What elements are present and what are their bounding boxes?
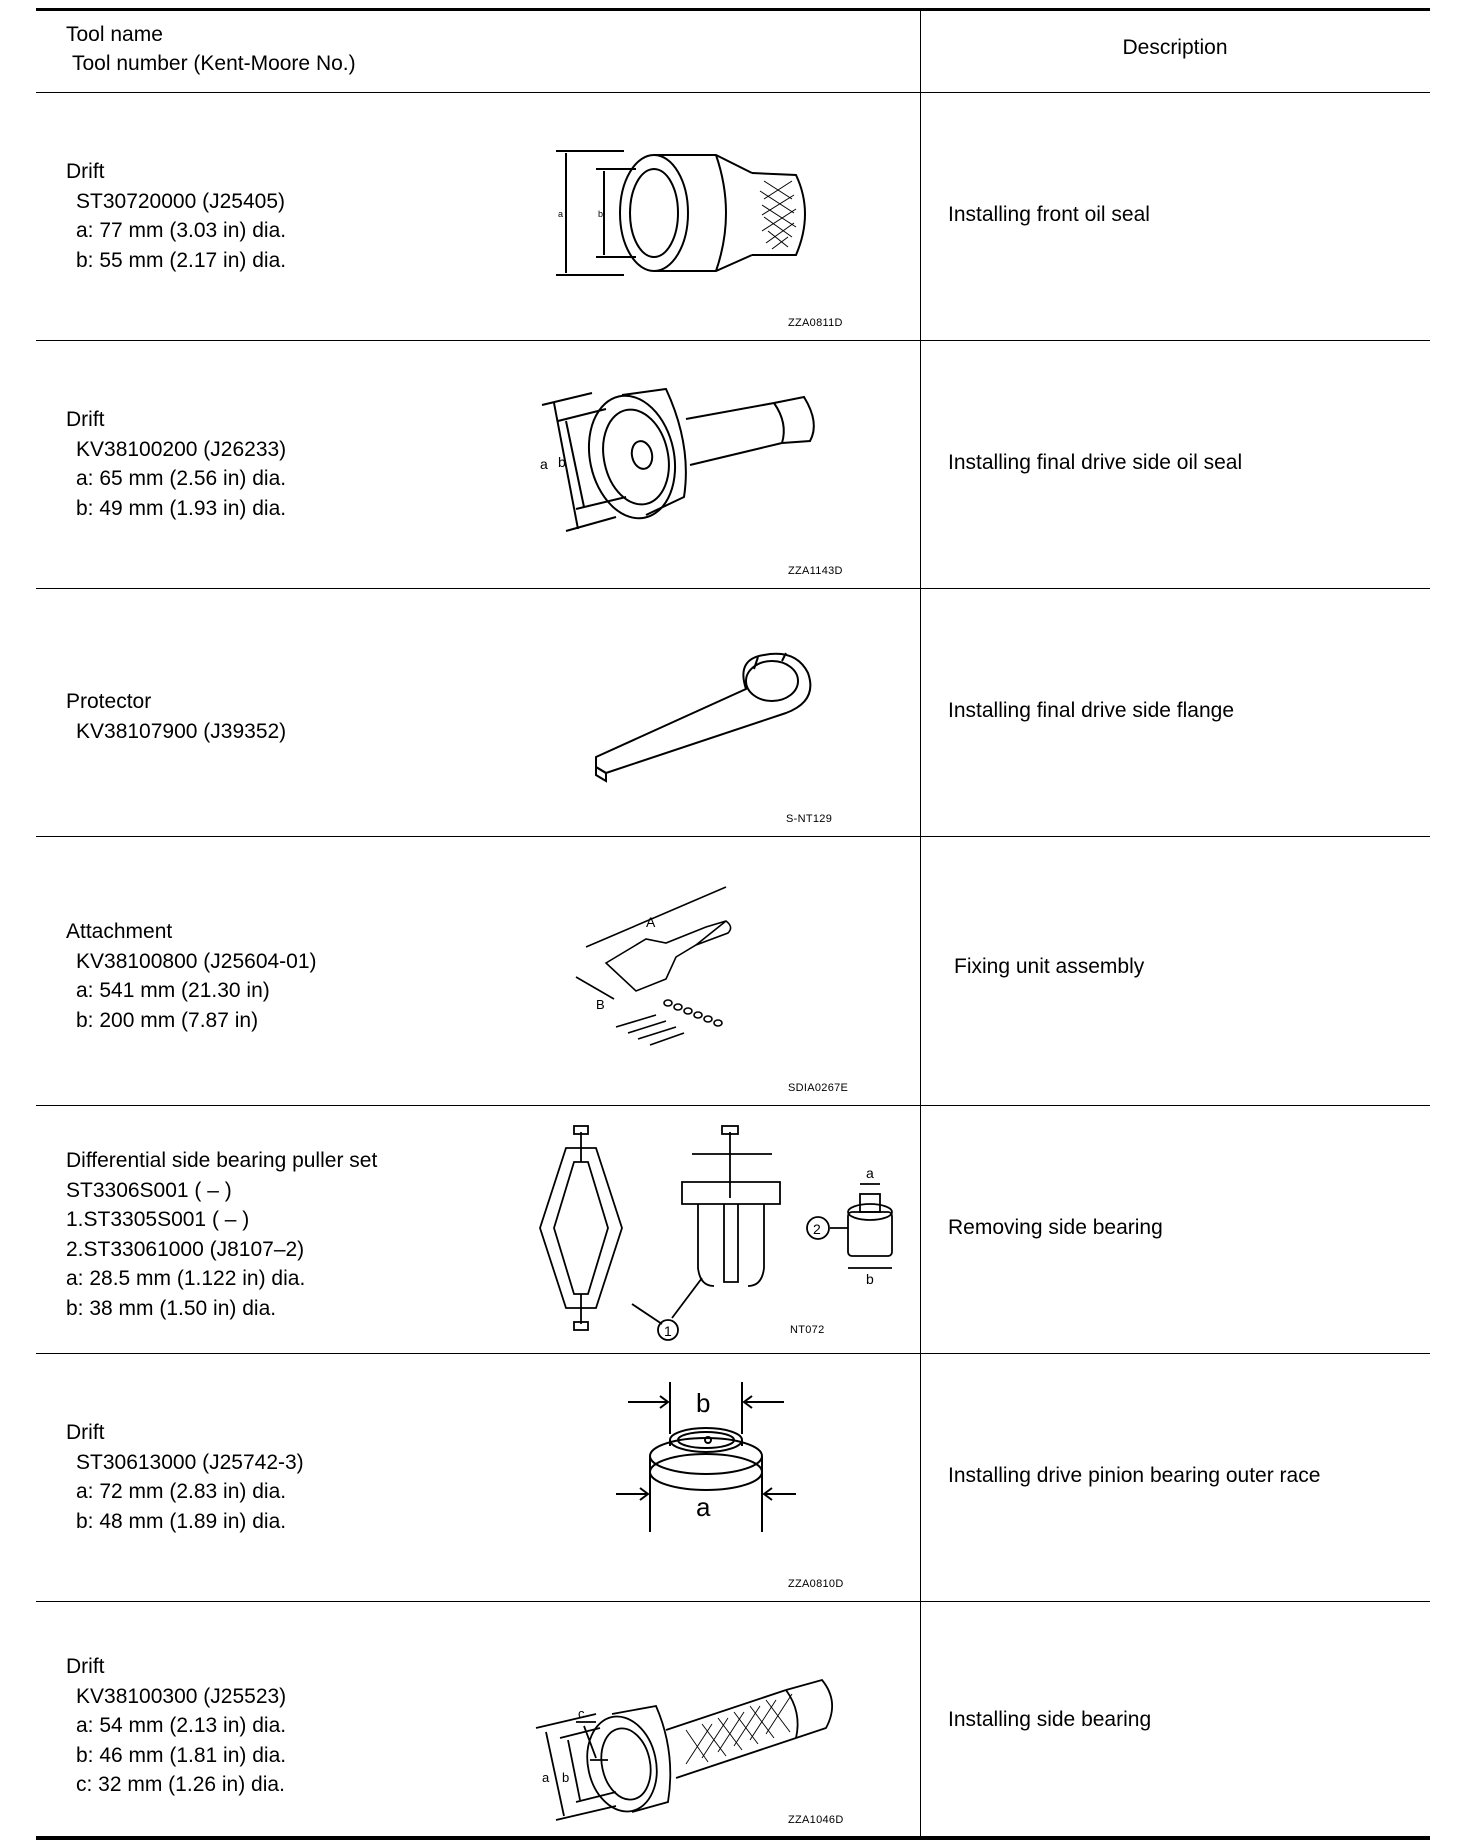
protector-wrench-icon: [586, 649, 866, 799]
tool-name: Differential side bearing puller set: [66, 1149, 378, 1172]
tool-description: Installing front oil seal: [948, 203, 1150, 226]
header-tool-column: [66, 20, 356, 78]
table-row: [36, 1354, 1430, 1602]
table-row: [36, 1106, 1430, 1354]
header-tool-name: Tool name: [66, 23, 163, 46]
tool-info: [66, 687, 286, 746]
tool-number: ST30613000 (J25742-3): [76, 1450, 304, 1474]
figure-label-b: b: [562, 1770, 570, 1785]
tool-number: ST30720000 (J25405): [76, 189, 285, 213]
tool-number: KV38100800 (J25604-01): [76, 949, 317, 973]
tool-description: Installing drive pinion bearing outer race: [948, 1464, 1321, 1487]
header-tool-number: Tool number (Kent-Moore No.): [72, 52, 356, 75]
drift-seal-installer-icon: [556, 151, 896, 271]
figure-code: ZZA1143D: [788, 565, 843, 577]
figure-label-b: b: [696, 1388, 711, 1418]
figure-label-A: A: [646, 914, 656, 930]
tool-spec: b: 200 mm (7.87 in): [76, 1008, 259, 1032]
column-divider: [920, 8, 921, 1836]
figure-code: ZZA0810D: [788, 1578, 844, 1590]
figure-code: ZZA0811D: [788, 317, 843, 329]
figure-label-a: a: [866, 1165, 874, 1181]
tool-info: [66, 1652, 286, 1800]
tool-spec: a: 77 mm (3.03 in) dia.: [76, 219, 287, 242]
table-header: [36, 8, 1430, 93]
attachment-plate-icon: [576, 887, 806, 1067]
table-bottom-rule: [36, 1836, 1430, 1840]
tool-spec: c: 32 mm (1.26 in) dia.: [76, 1773, 285, 1796]
table-row: [36, 837, 1430, 1106]
table-row: [36, 93, 1430, 341]
tool-name: Protector: [66, 690, 152, 713]
tool-spec: b: 55 mm (2.17 in) dia.: [76, 248, 287, 272]
tool-name: Drift: [66, 1655, 105, 1678]
tool-description: Fixing unit assembly: [954, 955, 1145, 978]
figure-label-c: c: [578, 1706, 585, 1721]
tool-spec: a: 541 mm (21.30 in): [76, 979, 270, 1002]
figure-label-1: 1: [664, 1323, 672, 1339]
figure-label-a: a: [540, 456, 548, 472]
table-row: [36, 341, 1430, 589]
figure-label-a: a: [696, 1492, 711, 1522]
figure-label-a: a: [542, 1770, 550, 1785]
figure-label-b: b: [866, 1271, 874, 1287]
tool-spec: b: 46 mm (1.81 in) dia.: [76, 1743, 287, 1767]
figure-label-2: 2: [813, 1221, 821, 1237]
tool-info: [66, 405, 286, 523]
figure-code: ZZA1046D: [788, 1814, 844, 1826]
tool-spec: a: 65 mm (2.56 in) dia.: [76, 467, 287, 490]
drift-side-bearing-installer-icon: [536, 1652, 906, 1822]
tool-number: KV38100300 (J25523): [76, 1684, 287, 1708]
tool-info: [66, 157, 286, 275]
tool-info: [66, 1418, 304, 1536]
figure-label-b: b: [558, 454, 566, 470]
tool-description: Installing side bearing: [948, 1708, 1152, 1731]
tool-number: KV38100200 (J26233): [76, 437, 287, 461]
figure-code: NT072: [790, 1324, 825, 1336]
tool-description: Removing side bearing: [948, 1216, 1163, 1239]
tool-number: ST3306S001 ( – ): [66, 1178, 232, 1202]
drift-race-installer-icon: [616, 1382, 816, 1542]
figure-code: SDIA0267E: [788, 1082, 849, 1094]
table-row: [36, 1602, 1430, 1836]
tool-spec: b: 38 mm (1.50 in) dia.: [66, 1296, 277, 1320]
tool-description: Installing final drive side flange: [948, 699, 1235, 722]
figure-code: S-NT129: [786, 813, 833, 825]
tool-name: Attachment: [66, 920, 173, 943]
tool-spec: a: 54 mm (2.13 in) dia.: [76, 1714, 287, 1737]
tool-name: Drift: [66, 408, 105, 431]
bearing-puller-set-icon: [532, 1118, 892, 1348]
tool-spec: b: 49 mm (1.93 in) dia.: [76, 496, 287, 520]
tool-name: Drift: [66, 160, 105, 183]
tool-info: [66, 917, 317, 1035]
tool-description: Installing final drive side oil seal: [948, 451, 1243, 474]
header-description: Description: [1122, 36, 1228, 59]
figure-label-B: B: [596, 997, 605, 1012]
tool-spec: 2.ST33061000 (J8107–2): [66, 1237, 305, 1261]
figure-label-b: b: [598, 209, 604, 219]
tool-info: [66, 1146, 377, 1323]
tool-number: KV38107900 (J39352): [76, 719, 287, 743]
tool-name: Drift: [66, 1421, 105, 1444]
tool-spec: 1.ST3305S001 ( – ): [66, 1208, 250, 1231]
table-row: [36, 589, 1430, 837]
drift-side-seal-installer-icon: [536, 391, 886, 531]
tool-spec: a: 72 mm (2.83 in) dia.: [76, 1480, 287, 1503]
figure-label-a: a: [558, 209, 564, 219]
tool-spec: b: 48 mm (1.89 in) dia.: [76, 1509, 287, 1533]
tool-spec: a: 28.5 mm (1.122 in) dia.: [66, 1267, 306, 1290]
